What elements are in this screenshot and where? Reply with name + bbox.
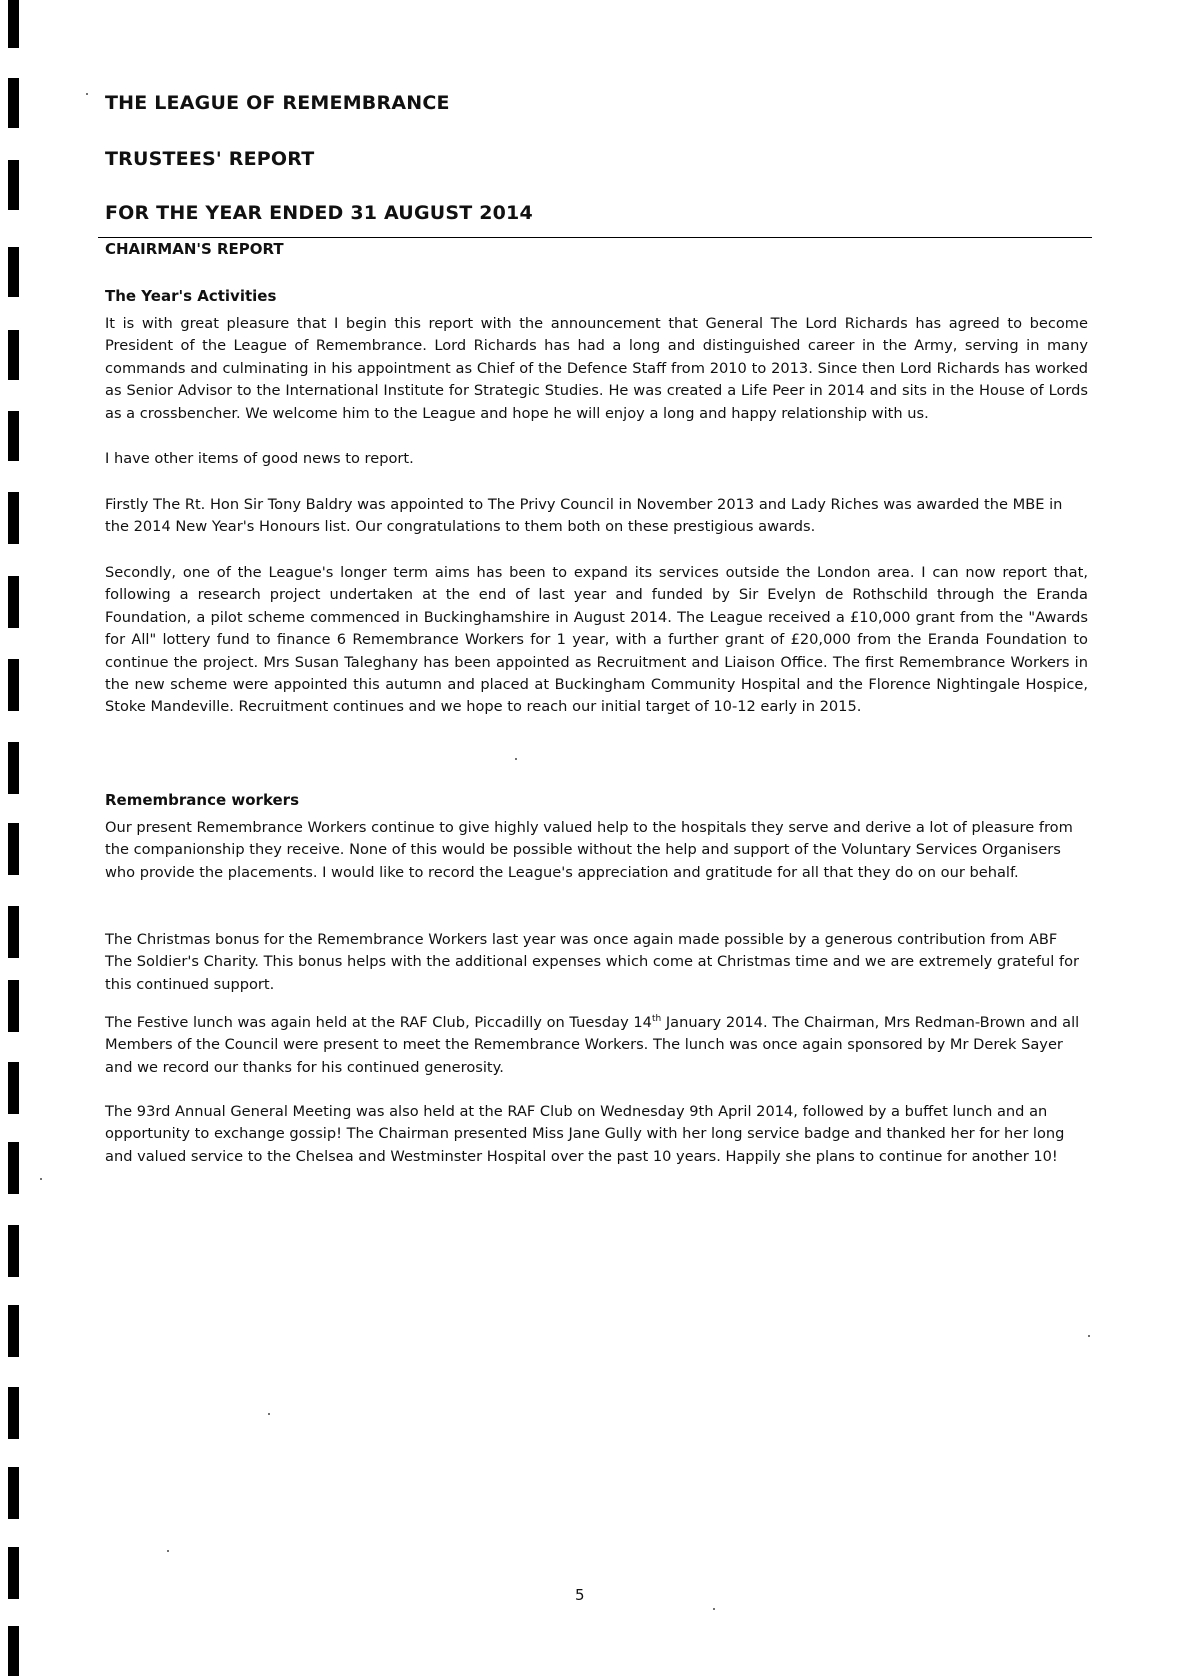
binding-mark xyxy=(8,742,19,794)
binding-mark xyxy=(8,1467,19,1519)
binding-mark xyxy=(8,659,19,711)
organisation-title: THE LEAGUE OF REMEMBRANCE xyxy=(105,92,450,114)
scan-speck xyxy=(40,1178,42,1180)
scan-speck xyxy=(713,1608,715,1610)
scan-speck xyxy=(1088,1335,1090,1337)
activities-paragraph-4: Secondly, one of the League's longer term aims has been to expand its services outside the London area. I can now report that, following a research project undertaken at the end of last year and funded by Sir Evelyn de Rothschild through the Eranda Foundation, a pilot scheme commenced in Buckinghamshire in August 2014. The League received a £10,000 grant from the "Awards for All" lottery fund to finance 6 Remembrance Workers for 1 year, with a further grant of £20,000 from the Eranda Foundation to continue the project. Mrs Susan Taleghany has been appointed as Recruitment and Liaison Office. The first Remembrance Workers in the new scheme were appointed this autumn and placed at Buckingham Community Hospital and the Florence Nightingale Hospice, Stoke Mandeville. Recruitment continues and we hope to reach our initial target of 10-12 early in 2015. xyxy=(105,564,1088,716)
page-number: 5 xyxy=(575,1586,585,1604)
workers-paragraph-3-end: January 2014. The Chairman, Mrs Redman-Brown and all Members of the Council were present to meet the Remembrance Workers. The lunch was once again sponsored by Mr Derek Sayer and we record our thanks for his continued generosity. xyxy=(105,1014,1080,1076)
binding-mark xyxy=(8,823,19,875)
header-rule xyxy=(98,237,1092,238)
binding-mark xyxy=(8,411,19,461)
binding-mark xyxy=(8,906,19,958)
binding-mark xyxy=(8,1547,19,1599)
workers-paragraph-2: The Christmas bonus for the Remembrance Workers last year was once again made possible by a generous contribution from ABF The Soldier's Charity. This bonus helps with the additional expenses which come at Christmas time and we are extremely grateful for this continued support. xyxy=(105,931,1080,993)
workers-paragraph-3 xyxy=(105,1012,1088,1079)
binding-mark xyxy=(8,492,19,544)
binding-mark xyxy=(8,1142,19,1194)
workers-heading: Remembrance workers xyxy=(105,791,300,809)
binding-mark xyxy=(8,247,19,297)
binding-mark xyxy=(8,980,19,1032)
workers-paragraph-4: The 93rd Annual General Meeting was also held at the RAF Club on Wednesday 9th April 2014, followed by a buffet lunch and an opportunity to exchange gossip! The Chairman presented Miss Jane Gully with her long service badge and thanked her for her long and valued service to the Chelsea and Westminster Hospital over the past 10 years. Happily she plans to continue for another 10! xyxy=(105,1103,1065,1165)
binding-mark xyxy=(8,330,19,380)
binding-mark xyxy=(8,0,19,48)
binding-mark xyxy=(8,1225,19,1277)
binding-mark xyxy=(8,78,19,128)
report-period: FOR THE YEAR ENDED 31 AUGUST 2014 xyxy=(105,202,533,224)
ordinal-suffix: th xyxy=(651,1014,662,1025)
scan-speck xyxy=(515,758,517,760)
activities-paragraph-2: I have other items of good news to report. xyxy=(105,450,414,467)
binding-mark xyxy=(8,1062,19,1114)
binding-mark xyxy=(8,1626,19,1676)
binding-mark xyxy=(8,1387,19,1439)
activities-heading: The Year's Activities xyxy=(105,287,277,305)
scan-speck xyxy=(86,93,88,95)
scan-speck xyxy=(167,1550,169,1552)
binding-mark xyxy=(8,576,19,628)
activities-paragraph-1: It is with great pleasure that I begin this report with the announcement that General The Lord Richards has agreed to become President of the League of Remembrance. Lord Richards has had a long and distinguished career in the Army, serving in many commands and culminating in his appointment as Chief of the Defence Staff from 2010 to 2013. Since then Lord Richards has worked as Senior Advisor to the International Institute for Strategic Studies. He was created a Life Peer in 2014 and sits in the House of Lords as a crossbencher. We welcome him to the League and hope he will enjoy a long and happy relationship with us. xyxy=(105,315,1088,422)
workers-paragraph-1: Our present Remembrance Workers continue to give highly valued help to the hospitals they serve and derive a lot of pleasure from the companionship they receive. None of this would be possible without the help and support of the Voluntary Services Organisers who provide the placements. I would like to record the League's appreciation and gratitude for all that they do on our behalf. xyxy=(105,819,1073,881)
section-title: CHAIRMAN'S REPORT xyxy=(105,240,284,258)
scan-speck xyxy=(268,1413,270,1415)
binding-mark xyxy=(8,1305,19,1357)
binding-mark xyxy=(8,160,19,210)
activities-paragraph-3: Firstly The Rt. Hon Sir Tony Baldry was appointed to The Privy Council in November 2013 and Lady Riches was awarded the MBE in the 2014 New Year's Honours list. Our congratulations to them both on these prestigious awards. xyxy=(105,496,1063,536)
workers-paragraph-3-start: The Festive lunch was again held at the RAF Club, Piccadilly on Tuesday 14 xyxy=(105,1014,652,1031)
report-title: TRUSTEES' REPORT xyxy=(105,148,315,170)
